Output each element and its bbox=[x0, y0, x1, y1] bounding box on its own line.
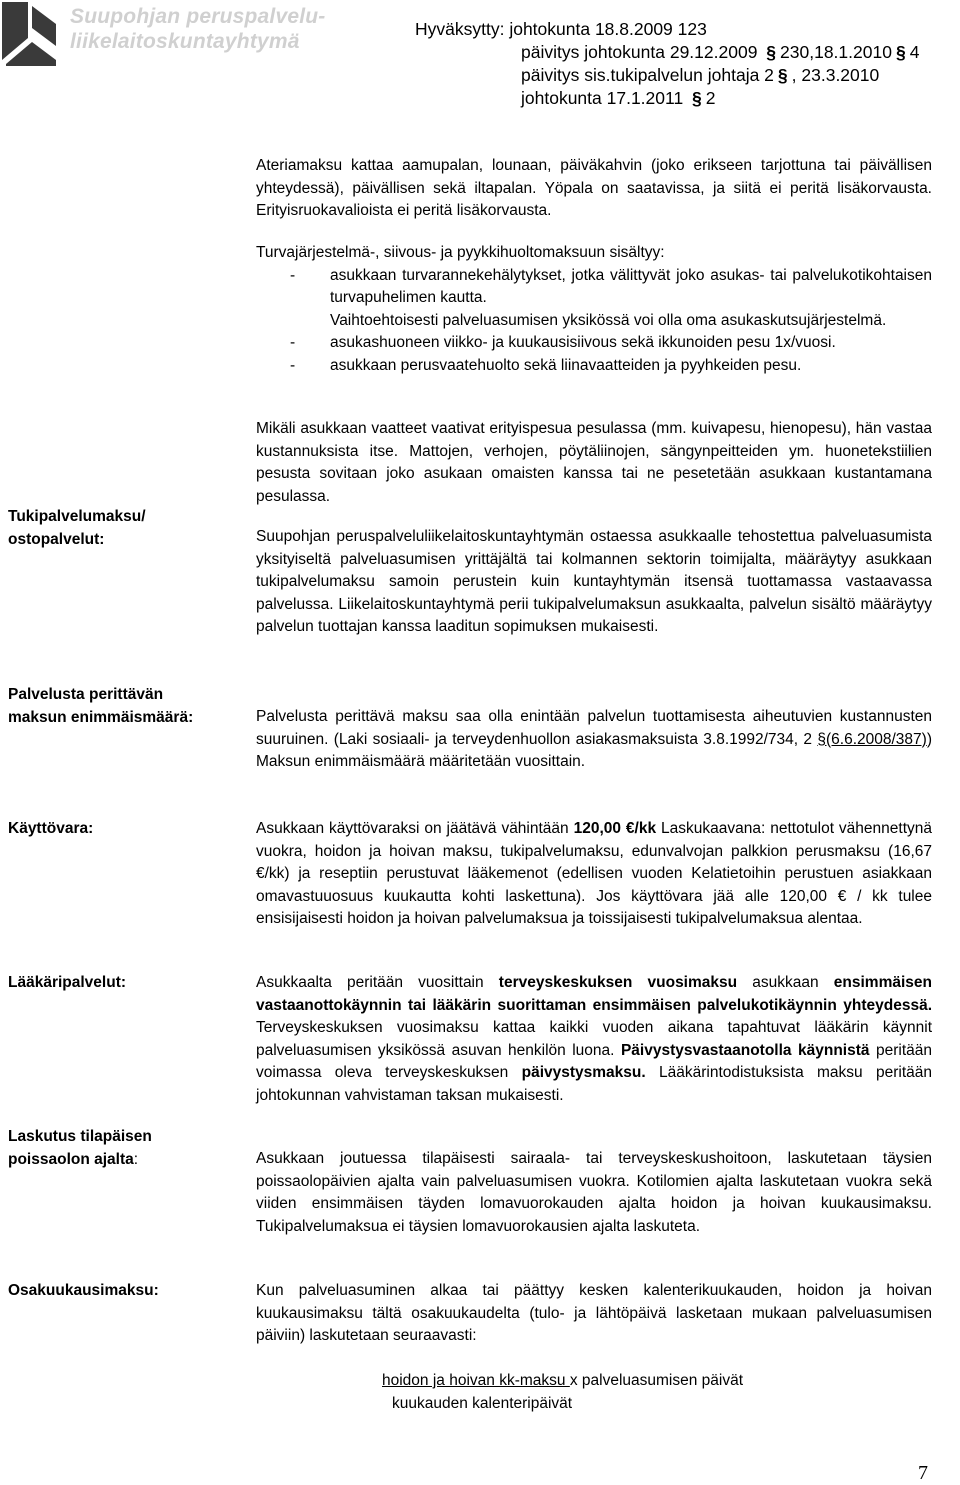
absence-billing-text: Asukkaan joutuessa tilapäisesti sairaala- tai terveyskeskushoitoon, laskutetaan täysien poissaolopäivien ajalta vain palveluasumisen vuokra. Kotilomien ajalta laskutetaan vuokra sekä viiden ensimmäisen täyden lomavuorokauden ajalta hoidon ja hoivan kuukausimaksu. Tukipalvelumaksua ei täysien lomavuorokausien ajalta laskuteta. bbox=[256, 1150, 932, 1235]
services-intro: Turvajärjestelmä-, siivous- ja pyykkihuoltomaksuun sisältyy: bbox=[256, 244, 665, 261]
list-item: - asukashuoneen viikko- ja kuukausisiivous sekä ikkunoiden pesu 1x/vuosi. bbox=[290, 334, 836, 351]
list-item: - asukkaan perusvaatehuolto sekä liinavaatteiden ja pyyhkeiden pesu. bbox=[290, 356, 802, 374]
pocket-money-label: Käyttövara: bbox=[8, 820, 94, 837]
formula-denominator: kuukauden kalenteripäivät bbox=[392, 1394, 573, 1412]
partial-month-text: Kun palveluasuminen alkaa tai päättyy kesken kalenterikuukauden, hoidon ja hoivan kuukausimaksu tältä osakuukaudelta (tulo- ja lähtöpäivä lasketaan mukaan palveluasumisen päiviin) laskutetaan seuraavasti: bbox=[256, 1282, 932, 1344]
formula-numerator: hoidon ja hoivan kk-maksu bbox=[382, 1372, 570, 1389]
partial-month-formula bbox=[382, 1370, 743, 1415]
doctor-services-text: Asukkaalta peritään vuosittain terveyskeskuksen vuosimaksu asukkaan ensimmäisen vastaanottokäynnin tai lääkärin suorittaman ensimmäisen palvelukotikäynnin yhteydessä. Terveyskeskuksen vuosimaksu kattaa kaikki vuoden aikana tapahtuvat lääkärin käynnit palveluasumisen yksikössä asuvan henkilön luona. Päivystysvastaanotolla käynnistä peritään voimassa oleva terveyskeskuksen päivystysmaksu. Lääkärintodistuksista maksu peritään johtokunnan vahvistaman taksan mukaisesti. bbox=[256, 974, 933, 1104]
formula-multiplier: x palveluasumisen päivät bbox=[569, 1372, 744, 1389]
approval-line-2: päivitys johtokunta 29.12.2009 § 230,18.1.2010 § 4 bbox=[521, 42, 920, 62]
approval-line-3: päivitys sis.tukipalvelun johtaja 2 § , 23.3.2010 bbox=[521, 65, 880, 85]
organization-logo-text bbox=[70, 4, 325, 54]
meal-paragraph: Ateriamaksu kattaa aamupalan, lounaan, päiväkahvin (joko erikseen tarjottuna tai päivällisen yhteydessä), päivällisen sekä iltapalan. Yöpala on saatavissa, ja siitä ei peritä lisäkorvausta. Erityisruokavalioista ei peritä lisäkorvausta. bbox=[256, 157, 932, 219]
laundry-paragraph: Mikäli asukkaan vaatteet vaativat erityispesua pesulassa (mm. kuivapesu, hienopesu), hän vastaa kustannuksista itse. Mattojen, verhojen, pöytäliinojen, sängynpeitteiden ym. huonetekstiilien pesusta sovitaan joko asukaan omaisten kanssa tai ne pesetetään asukkaan kustantamana pesulassa. bbox=[256, 420, 932, 505]
max-fee-label: Palvelusta perittävän maksun enimmäismäärä: bbox=[8, 686, 194, 726]
logo-line-2: liikelaitoskuntayhtymä bbox=[70, 30, 300, 53]
logo-mark-icon bbox=[2, 2, 60, 66]
logo-line-1: Suupohjan peruspalvelu- bbox=[70, 5, 326, 28]
doctor-services-label: Lääkäripalvelut: bbox=[8, 974, 127, 991]
pocket-money-text: Asukkaan käyttövaraksi on jäätävä vähintään 120,00 €/kk Laskukaavana: nettotulot vähennettynä vuokra, hoidon ja hoivan maksu, tukipalvelumaksu, edunvalvojan palkkion perusmaksu (16,67 €/kk) ja reseptiin perustuvat lääkemenot (edellisen vuoden Kelatietoihin perustuen asiakkaan omavastuuosuus kuukautta kohti laskettuna). Jos käyttövara jää alle 120,00 € / kk tulee ensisijaisesti hoidon ja hoivan palvelumaksua ja toissijaisesti tukipalvelumaksua alentaa. bbox=[256, 820, 932, 927]
max-fee-text: Palvelusta perittävä maksu saa olla enintään palvelun tuottamisesta aiheutuvien kustannusten suuruinen. (Laki sosiaali- ja terveydenhuollon asiakasmaksuista 3.8.1992/734, 2 §(6.6.2008/387)) Maksun enimmäismäärä määritetään vuosittain. bbox=[256, 708, 932, 770]
approval-line-4: johtokunta 17.1.2011 § 2 bbox=[521, 88, 716, 108]
list-item: - asukkaan turvarannekehälytykset, jotka välittyvät joko asukas- tai palvelukotikohtaisen turvapuhelimen kautta. bbox=[290, 266, 932, 306]
support-fee-label: Tukipalvelumaksu/ ostopalvelut: bbox=[8, 508, 146, 548]
approval-line-1: Hyväksytty: johtokunta 18.8.2009 123 bbox=[415, 19, 707, 39]
approval-header bbox=[415, 18, 919, 110]
services-included-block bbox=[256, 242, 932, 377]
support-fee-text: Suupohjan peruspalveluliikelaitoskuntayhtymän ostaessa asukkaalle tehostettua palveluasumista yksityiseltä palveluasumisen yrittäjältä tai kolmannen sektorin toimijalta, määräytyy asukkaan tukipalvelumaksu samoin perustein kuin kuntayhtymän itsensä tuottamassa vastaavassa palvelussa. Liikelaitoskuntayhtymä perii tukipalvelumaksun asukkaalta, palvelun sisältö määräytyy palvelun tuottajan kanssa laaditun sopimuksen mukaisesti. bbox=[256, 528, 932, 635]
list-item-continuation: Vaihtoehtoisesti palveluasumisen yksikössä voi olla oma asukaskutsujärjestelmä. bbox=[330, 311, 887, 329]
partial-month-label: Osakuukausimaksu: bbox=[8, 1282, 159, 1299]
page-number: 7 bbox=[918, 1462, 928, 1484]
absence-billing-label: Laskutus tilapäisen poissaolon ajalta: bbox=[8, 1128, 152, 1168]
law-reference-link[interactable]: (6.6.2008/387) bbox=[826, 730, 927, 748]
